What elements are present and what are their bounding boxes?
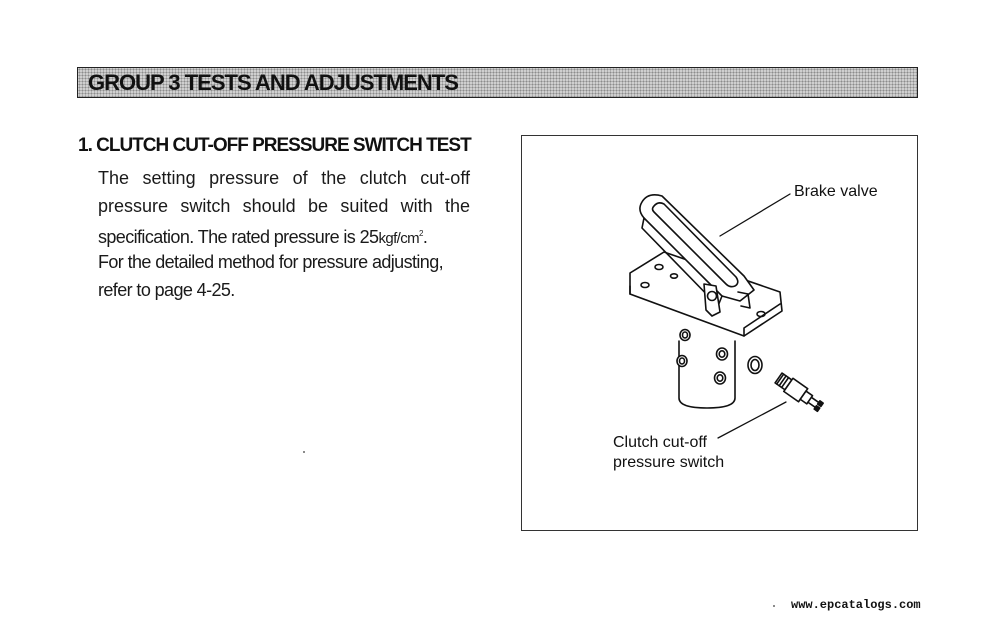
pressure-switch-part — [774, 371, 825, 413]
body-line-3 — [98, 220, 498, 248]
switch-label-line-1: Clutch cut-off — [613, 434, 707, 451]
group-title: GROUP 3 TESTS AND ADJUSTMENTS — [88, 70, 458, 95]
rated-pressure-unit: kgf/cm — [378, 230, 420, 247]
footer-url: www.epcatalogs.com — [791, 598, 921, 612]
unit-exponent: 2 — [419, 229, 423, 238]
brake-valve-label: Brake valve — [794, 183, 878, 200]
body-line-1: The setting pressure of the clutch cut-off — [98, 168, 470, 188]
group-banner — [77, 67, 918, 98]
body-line-2: pressure switch should be suited with the — [98, 196, 470, 216]
switch-label — [613, 433, 724, 473]
scan-speck — [773, 605, 775, 607]
body-line-4: For the detailed method for pressure adjusting, — [98, 252, 444, 272]
body-line-3-tail: . — [422, 227, 428, 247]
section-title: 1. CLUTCH CUT-OFF PRESSURE SWITCH TEST — [78, 135, 471, 156]
section-body — [98, 164, 498, 304]
scan-speck — [303, 451, 305, 453]
figure-frame — [521, 135, 918, 531]
body-line-5: refer to page 4-25. — [98, 280, 235, 300]
switch-leader — [718, 402, 786, 438]
brake-valve-leader — [720, 194, 790, 236]
switch-label-line-2: pressure switch — [613, 454, 725, 471]
body-line-3-text: specification. The rated pressure is 25 — [98, 227, 379, 247]
